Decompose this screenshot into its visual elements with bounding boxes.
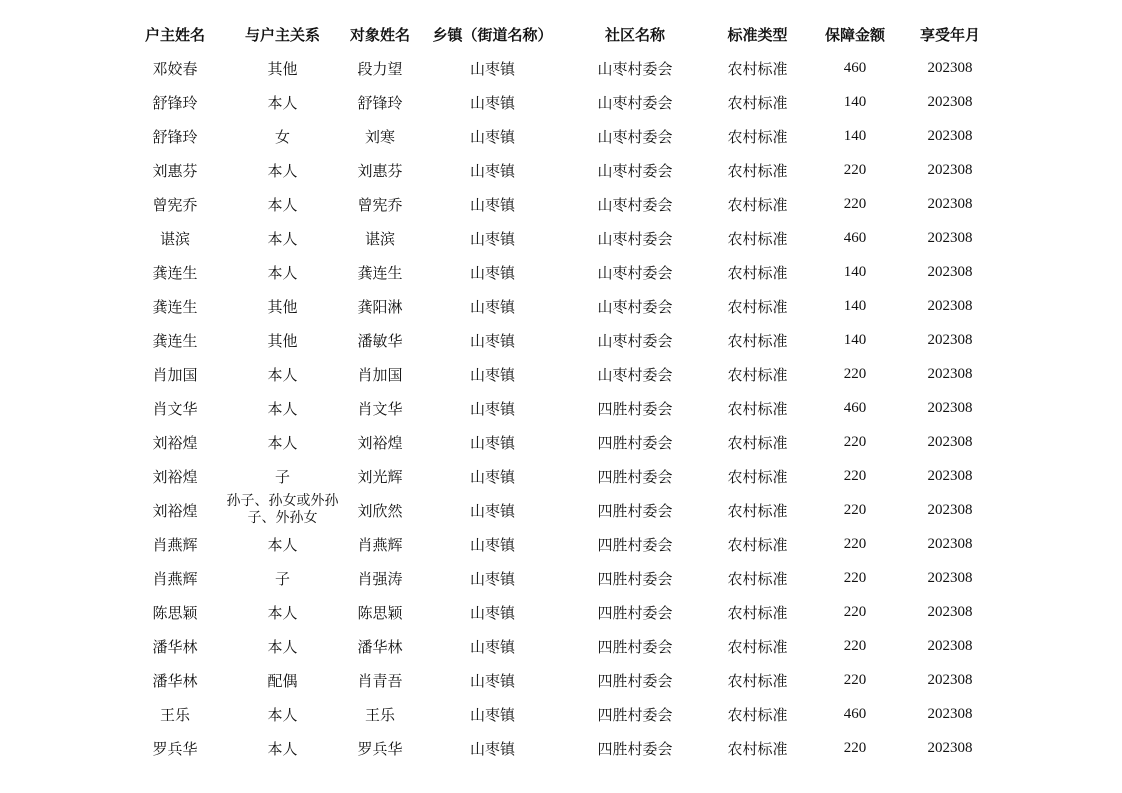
- cell-community-name: 山枣村委会: [597, 229, 673, 248]
- table-row: [0, 459, 1122, 493]
- cell-benefit-month: 202308: [927, 501, 973, 518]
- cell-benefit-amount: 460: [843, 399, 867, 416]
- cell-recipient-name: 曾宪乔: [357, 195, 403, 214]
- cell-standard-type: 农村标准: [727, 399, 788, 418]
- cell-household-head-name: 陈思颖: [152, 603, 198, 622]
- cell-benefit-month: 202308: [927, 297, 973, 314]
- cell-community-name: 山枣村委会: [597, 365, 673, 384]
- header-recipient-name: 对象姓名: [349, 25, 410, 44]
- header-relation-to-head: 与户主关系: [244, 25, 320, 44]
- cell-relation-to-head: 孙子、孙女或外孙子、外孙女: [226, 493, 339, 526]
- cell-benefit-month: 202308: [927, 739, 973, 756]
- cell-benefit-month: 202308: [927, 705, 973, 722]
- cell-recipient-name: 肖加国: [357, 365, 403, 384]
- cell-benefit-month: 202308: [927, 229, 973, 246]
- cell-household-head-name: 王乐: [159, 705, 190, 724]
- cell-township: 山枣镇: [469, 603, 515, 622]
- cell-relation-to-head: 女: [274, 127, 290, 146]
- cell-community-name: 山枣村委会: [597, 331, 673, 350]
- cell-benefit-month: 202308: [927, 161, 973, 178]
- cell-benefit-amount: 140: [843, 127, 867, 144]
- cell-benefit-month: 202308: [927, 195, 973, 212]
- table-row: [0, 697, 1122, 731]
- cell-standard-type: 农村标准: [727, 59, 788, 78]
- cell-household-head-name: 刘裕煌: [152, 467, 198, 486]
- cell-household-head-name: 舒锋玲: [152, 93, 198, 112]
- cell-community-name: 四胜村委会: [597, 467, 673, 486]
- cell-household-head-name: 龚连生: [152, 331, 198, 350]
- cell-recipient-name: 陈思颖: [357, 603, 403, 622]
- cell-household-head-name: 罗兵华: [152, 739, 198, 758]
- cell-relation-to-head: 本人: [267, 195, 298, 214]
- cell-standard-type: 农村标准: [727, 229, 788, 248]
- table-row: [0, 323, 1122, 357]
- cell-community-name: 山枣村委会: [597, 93, 673, 112]
- cell-relation-to-head: 本人: [267, 161, 298, 180]
- cell-community-name: 山枣村委会: [597, 127, 673, 146]
- cell-township: 山枣镇: [469, 263, 515, 282]
- cell-benefit-amount: 220: [843, 637, 867, 654]
- cell-community-name: 四胜村委会: [597, 637, 673, 656]
- cell-standard-type: 农村标准: [727, 603, 788, 622]
- cell-standard-type: 农村标准: [727, 195, 788, 214]
- header-benefit-amount: 保障金额: [824, 25, 885, 44]
- cell-household-head-name: 龚连生: [152, 297, 198, 316]
- cell-household-head-name: 舒锋玲: [152, 127, 198, 146]
- cell-relation-to-head: 本人: [267, 739, 298, 758]
- table-row: [0, 357, 1122, 391]
- cell-benefit-month: 202308: [927, 263, 973, 280]
- cell-standard-type: 农村标准: [727, 569, 788, 588]
- cell-standard-type: 农村标准: [727, 161, 788, 180]
- table-row: [0, 527, 1122, 561]
- table-row: [0, 595, 1122, 629]
- cell-household-head-name: 潘华林: [152, 637, 198, 656]
- cell-household-head-name: 邓姣春: [152, 59, 198, 78]
- cell-recipient-name: 肖燕辉: [357, 535, 403, 554]
- cell-benefit-amount: 220: [843, 161, 867, 178]
- cell-benefit-amount: 220: [843, 671, 867, 688]
- header-community-name: 社区名称: [604, 25, 665, 44]
- cell-benefit-month: 202308: [927, 467, 973, 484]
- cell-township: 山枣镇: [469, 569, 515, 588]
- cell-household-head-name: 谌滨: [159, 229, 190, 248]
- cell-benefit-month: 202308: [927, 637, 973, 654]
- table-row: [0, 51, 1122, 85]
- cell-benefit-amount: 220: [843, 535, 867, 552]
- cell-relation-to-head: 本人: [267, 399, 298, 418]
- cell-standard-type: 农村标准: [727, 433, 788, 452]
- table-row: [0, 493, 1122, 527]
- cell-community-name: 四胜村委会: [597, 671, 673, 690]
- header-household-head-name: 户主姓名: [144, 25, 205, 44]
- cell-recipient-name: 舒锋玲: [357, 93, 403, 112]
- cell-benefit-amount: 460: [843, 229, 867, 246]
- cell-recipient-name: 段力望: [357, 59, 403, 78]
- cell-relation-to-head: 本人: [267, 705, 298, 724]
- cell-benefit-amount: 140: [843, 297, 867, 314]
- cell-recipient-name: 潘华林: [357, 637, 403, 656]
- table-row: [0, 731, 1122, 765]
- cell-benefit-amount: 220: [843, 365, 867, 382]
- cell-township: 山枣镇: [469, 331, 515, 350]
- table-row: [0, 561, 1122, 595]
- cell-standard-type: 农村标准: [727, 535, 788, 554]
- cell-benefit-amount: 140: [843, 263, 867, 280]
- cell-recipient-name: 肖强涛: [357, 569, 403, 588]
- cell-benefit-amount: 460: [843, 705, 867, 722]
- cell-relation-to-head: 其他: [267, 59, 298, 78]
- cell-standard-type: 农村标准: [727, 501, 788, 520]
- table-row: [0, 153, 1122, 187]
- cell-benefit-month: 202308: [927, 59, 973, 76]
- cell-relation-to-head: 本人: [267, 433, 298, 452]
- cell-household-head-name: 肖燕辉: [152, 569, 198, 588]
- cell-recipient-name: 刘寒: [364, 127, 395, 146]
- cell-standard-type: 农村标准: [727, 331, 788, 350]
- cell-community-name: 山枣村委会: [597, 59, 673, 78]
- cell-community-name: 四胜村委会: [597, 433, 673, 452]
- cell-relation-to-head: 其他: [267, 331, 298, 350]
- cell-township: 山枣镇: [469, 297, 515, 316]
- header-standard-type: 标准类型: [727, 25, 788, 44]
- cell-relation-to-head: 本人: [267, 603, 298, 622]
- cell-community-name: 四胜村委会: [597, 399, 673, 418]
- cell-recipient-name: 谌滨: [364, 229, 395, 248]
- cell-household-head-name: 曾宪乔: [152, 195, 198, 214]
- cell-township: 山枣镇: [469, 399, 515, 418]
- header-township: 乡镇（街道名称）: [432, 25, 553, 44]
- cell-township: 山枣镇: [469, 161, 515, 180]
- cell-household-head-name: 潘华林: [152, 671, 198, 690]
- cell-benefit-amount: 460: [843, 59, 867, 76]
- cell-benefit-month: 202308: [927, 399, 973, 416]
- cell-relation-to-head: 本人: [267, 535, 298, 554]
- cell-community-name: 山枣村委会: [597, 195, 673, 214]
- cell-township: 山枣镇: [469, 127, 515, 146]
- cell-community-name: 四胜村委会: [597, 535, 673, 554]
- cell-township: 山枣镇: [469, 59, 515, 78]
- cell-standard-type: 农村标准: [727, 637, 788, 656]
- cell-household-head-name: 肖加国: [152, 365, 198, 384]
- cell-benefit-amount: 140: [843, 93, 867, 110]
- cell-recipient-name: 刘光辉: [357, 467, 403, 486]
- table-row: [0, 119, 1122, 153]
- cell-benefit-month: 202308: [927, 365, 973, 382]
- cell-standard-type: 农村标准: [727, 297, 788, 316]
- cell-household-head-name: 肖燕辉: [152, 535, 198, 554]
- table-row: [0, 663, 1122, 697]
- cell-benefit-month: 202308: [927, 671, 973, 688]
- table-row: [0, 187, 1122, 221]
- table-row: [0, 629, 1122, 663]
- cell-township: 山枣镇: [469, 637, 515, 656]
- cell-community-name: 四胜村委会: [597, 501, 673, 520]
- cell-recipient-name: 龚阳淋: [357, 297, 403, 316]
- cell-household-head-name: 刘惠芬: [152, 161, 198, 180]
- cell-township: 山枣镇: [469, 535, 515, 554]
- table-row: [0, 425, 1122, 459]
- cell-relation-to-head: 子: [274, 467, 290, 486]
- cell-recipient-name: 罗兵华: [357, 739, 403, 758]
- cell-household-head-name: 龚连生: [152, 263, 198, 282]
- cell-relation-to-head: 其他: [267, 297, 298, 316]
- cell-recipient-name: 潘敏华: [357, 331, 403, 350]
- cell-recipient-name: 王乐: [364, 705, 395, 724]
- cell-benefit-amount: 220: [843, 195, 867, 212]
- cell-standard-type: 农村标准: [727, 739, 788, 758]
- table-header-row: [0, 17, 1122, 51]
- cell-recipient-name: 肖青吾: [357, 671, 403, 690]
- cell-township: 山枣镇: [469, 467, 515, 486]
- cell-township: 山枣镇: [469, 501, 515, 520]
- cell-standard-type: 农村标准: [727, 467, 788, 486]
- cell-benefit-month: 202308: [927, 535, 973, 552]
- cell-community-name: 四胜村委会: [597, 705, 673, 724]
- cell-recipient-name: 龚连生: [357, 263, 403, 282]
- cell-household-head-name: 刘裕煌: [152, 433, 198, 452]
- cell-community-name: 四胜村委会: [597, 569, 673, 588]
- cell-household-head-name: 刘裕煌: [152, 501, 198, 520]
- cell-standard-type: 农村标准: [727, 127, 788, 146]
- cell-township: 山枣镇: [469, 93, 515, 112]
- cell-benefit-month: 202308: [927, 603, 973, 620]
- cell-standard-type: 农村标准: [727, 93, 788, 112]
- cell-relation-to-head: 本人: [267, 263, 298, 282]
- table-row: [0, 85, 1122, 119]
- cell-benefit-amount: 220: [843, 739, 867, 756]
- cell-township: 山枣镇: [469, 739, 515, 758]
- cell-relation-to-head: 本人: [267, 93, 298, 112]
- cell-benefit-amount: 220: [843, 569, 867, 586]
- cell-community-name: 山枣村委会: [597, 161, 673, 180]
- cell-benefit-amount: 220: [843, 501, 867, 518]
- cell-benefit-amount: 220: [843, 467, 867, 484]
- table-row: [0, 391, 1122, 425]
- cell-recipient-name: 刘欣然: [357, 501, 403, 520]
- cell-township: 山枣镇: [469, 365, 515, 384]
- cell-community-name: 四胜村委会: [597, 739, 673, 758]
- cell-community-name: 四胜村委会: [597, 603, 673, 622]
- cell-township: 山枣镇: [469, 229, 515, 248]
- table-row: [0, 221, 1122, 255]
- table-row: [0, 289, 1122, 323]
- cell-standard-type: 农村标准: [727, 365, 788, 384]
- cell-benefit-amount: 220: [843, 603, 867, 620]
- cell-relation-to-head: 本人: [267, 637, 298, 656]
- cell-household-head-name: 肖文华: [152, 399, 198, 418]
- cell-benefit-amount: 220: [843, 433, 867, 450]
- cell-relation-to-head: 本人: [267, 365, 298, 384]
- cell-relation-to-head: 配偶: [267, 671, 298, 690]
- cell-benefit-month: 202308: [927, 127, 973, 144]
- cell-township: 山枣镇: [469, 705, 515, 724]
- cell-benefit-month: 202308: [927, 331, 973, 348]
- cell-township: 山枣镇: [469, 671, 515, 690]
- cell-recipient-name: 刘裕煌: [357, 433, 403, 452]
- cell-relation-to-head: 本人: [267, 229, 298, 248]
- cell-recipient-name: 肖文华: [357, 399, 403, 418]
- cell-recipient-name: 刘惠芬: [357, 161, 403, 180]
- cell-community-name: 山枣村委会: [597, 263, 673, 282]
- cell-benefit-month: 202308: [927, 433, 973, 450]
- header-benefit-month: 享受年月: [919, 25, 980, 44]
- cell-community-name: 山枣村委会: [597, 297, 673, 316]
- cell-standard-type: 农村标准: [727, 263, 788, 282]
- cell-township: 山枣镇: [469, 195, 515, 214]
- cell-standard-type: 农村标准: [727, 671, 788, 690]
- cell-relation-to-head: 子: [274, 569, 290, 588]
- cell-township: 山枣镇: [469, 433, 515, 452]
- cell-benefit-amount: 140: [843, 331, 867, 348]
- cell-benefit-month: 202308: [927, 93, 973, 110]
- cell-benefit-month: 202308: [927, 569, 973, 586]
- cell-standard-type: 农村标准: [727, 705, 788, 724]
- table-row: [0, 255, 1122, 289]
